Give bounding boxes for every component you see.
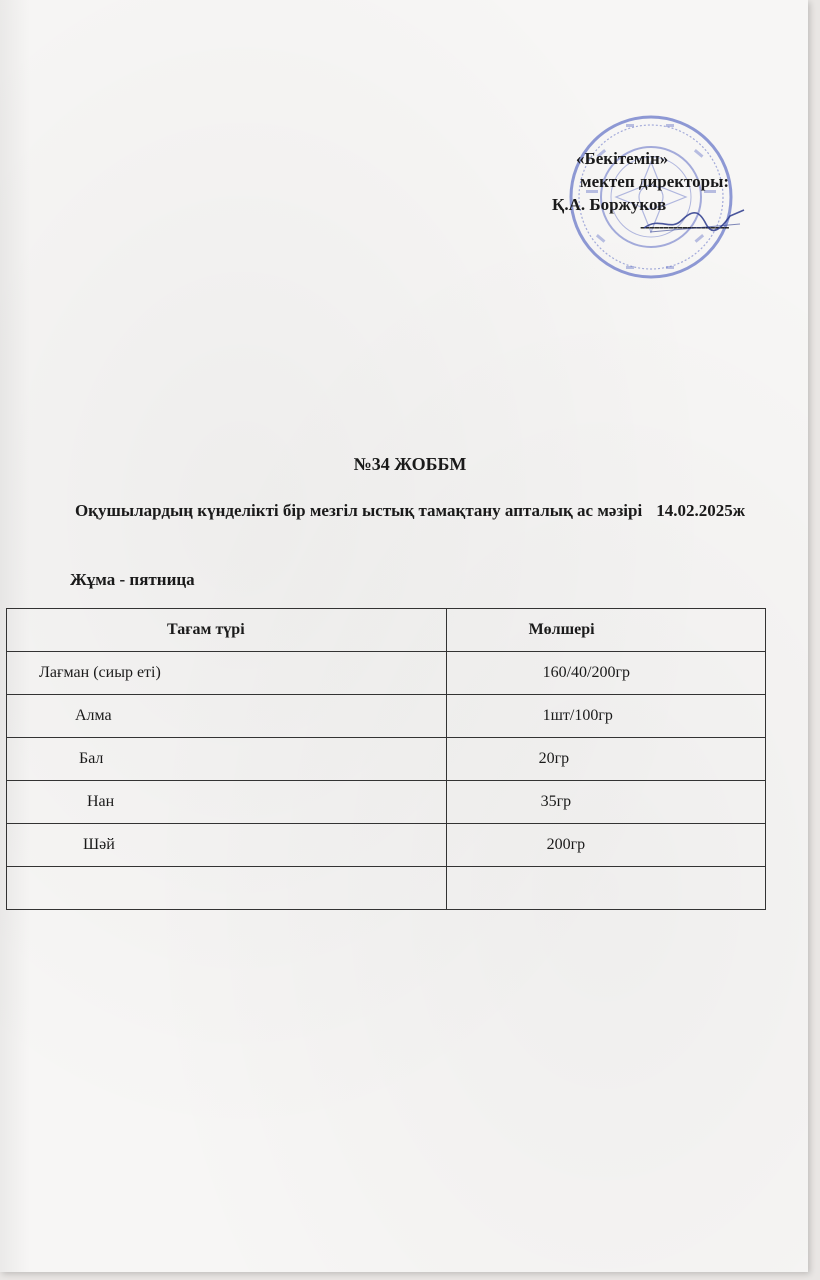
header-quantity: Мөлшері: [446, 609, 765, 652]
table-row: [7, 738, 766, 781]
dish-cell: Лағман (сиыр еті): [7, 652, 447, 695]
approval-signature-line: -------------------: [640, 217, 729, 236]
header-dish-type: Тағам түрі: [7, 609, 447, 652]
dish-cell: Шәй: [7, 824, 447, 867]
dish-cell: Алма: [7, 695, 447, 738]
quantity-cell: 1шт/100гр: [446, 695, 765, 738]
table-row-empty: [7, 867, 766, 910]
quantity-cell: 160/40/200гр: [446, 652, 765, 695]
table-row: [7, 781, 766, 824]
table-row: [7, 695, 766, 738]
school-name: №34 ЖОББМ: [353, 454, 467, 474]
approval-heading: «Бекітемін»: [576, 149, 669, 168]
table-row: [7, 652, 766, 695]
table-header-row: [7, 609, 766, 652]
approval-position: мектеп директоры:: [580, 172, 730, 191]
quantity-cell: [446, 867, 765, 910]
quantity-cell: 20гр: [446, 738, 765, 781]
menu-title-text: Оқушылардың күнделікті бір мезгіл ыстық тамақтану апталық ас мәзірі: [74, 501, 643, 520]
dish-cell: Нан: [7, 781, 447, 824]
quantity-cell: 35гр: [446, 781, 765, 824]
dish-cell: [7, 867, 447, 910]
dish-cell: Бал: [7, 738, 447, 781]
day-label: Жұма - пятница: [70, 570, 195, 589]
menu-date: 14.02.2025ж: [656, 501, 746, 520]
table-row: [7, 824, 766, 867]
approval-director-name: Қ.А. Боржуков: [552, 195, 667, 214]
quantity-cell: 200гр: [446, 824, 765, 867]
menu-table: [6, 608, 766, 910]
handwritten-signature: [640, 206, 750, 236]
menu-title: [60, 500, 760, 522]
